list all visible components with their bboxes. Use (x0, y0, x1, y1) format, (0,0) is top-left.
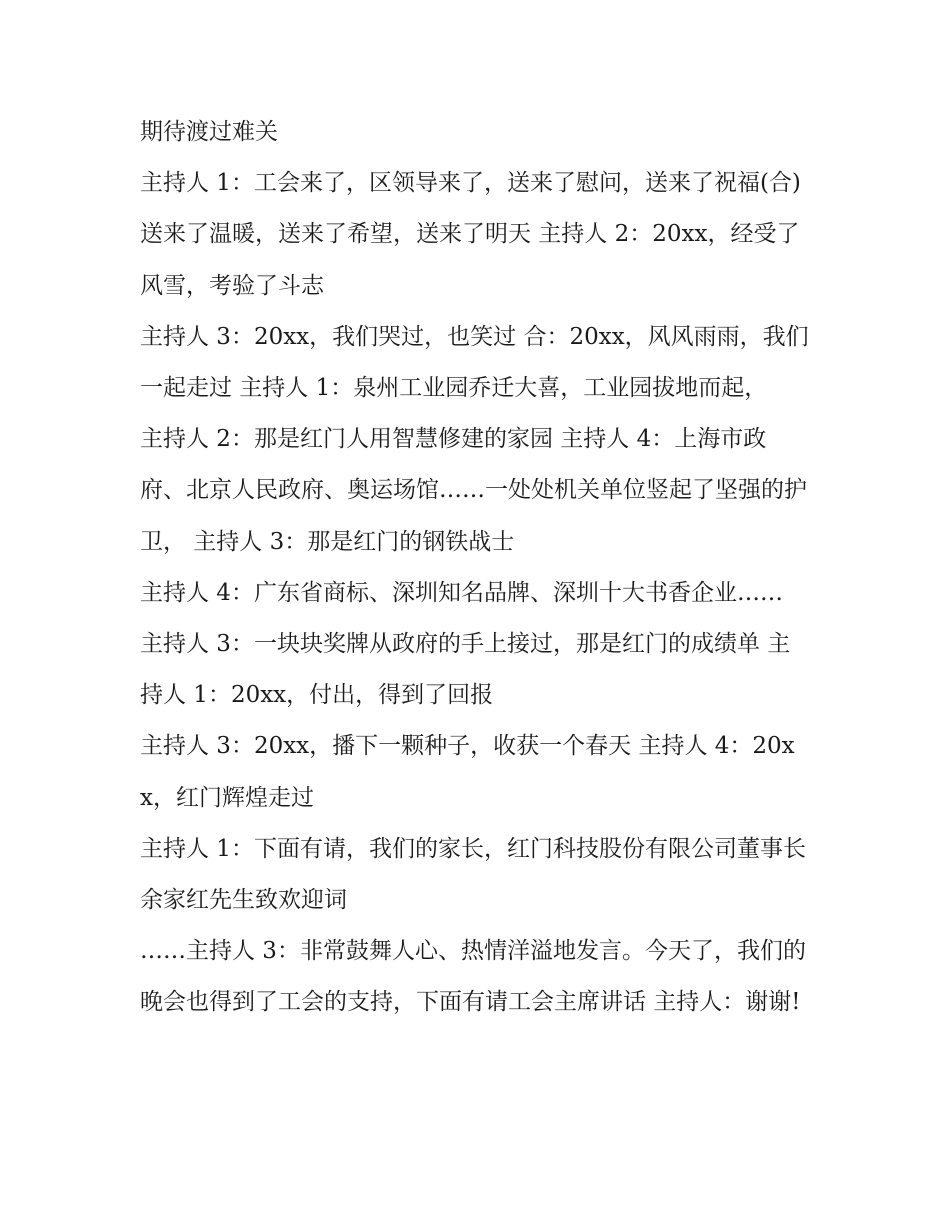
paragraph-4: 主持人 2：那是红门人用智慧修建的家园 主持人 4：上海市政府、北京人民政府、奥运场馆……一处处机关单位竖起了坚强的护卫， 主持人 3：那是红门的钢铁战士 (140, 426, 807, 555)
paragraph-6: 主持人 3：20xx，播下一颗种子，收获一个春天 主持人 4：20xx，红门辉煌走过 (140, 733, 795, 811)
paragraph-3: 主持人 3：20xx，我们哭过，也笑过 合：20xx，风风雨雨，我们一起走过 主持人 1：泉州工业园乔迁大喜，工业园拔地而起， (140, 323, 809, 402)
document-body (140, 107, 812, 1029)
paragraph-8: ……主持人 3：非常鼓舞人心、热情洋溢地发言。今天了，我们的晚会也得到了工会的支持，下面有请工会主席讲话 主持人：谢谢! (140, 938, 806, 1016)
paragraph-7: 主持人 1：下面有请，我们的家长，红门科技股份有限公司董事长余家红先生致欢迎词 (140, 835, 806, 914)
paragraph-5: 主持人 4：广东省商标、深圳知名品牌、深圳十大书香企业…… 主持人 3：一块块奖牌从政府的手上接过，那是红门的成绩单 主持人 1：20xx，付出，得到了回报 (140, 579, 791, 709)
paragraph-1: 期待渡过难关 (140, 119, 278, 145)
paragraph-2: 主持人 1：工会来了，区领导来了，送来了慰问，送来了祝福(合)送来了温暖，送来了希望，送来了明天 主持人 2：20xx，经受了风雪，考验了斗志 (140, 170, 801, 299)
